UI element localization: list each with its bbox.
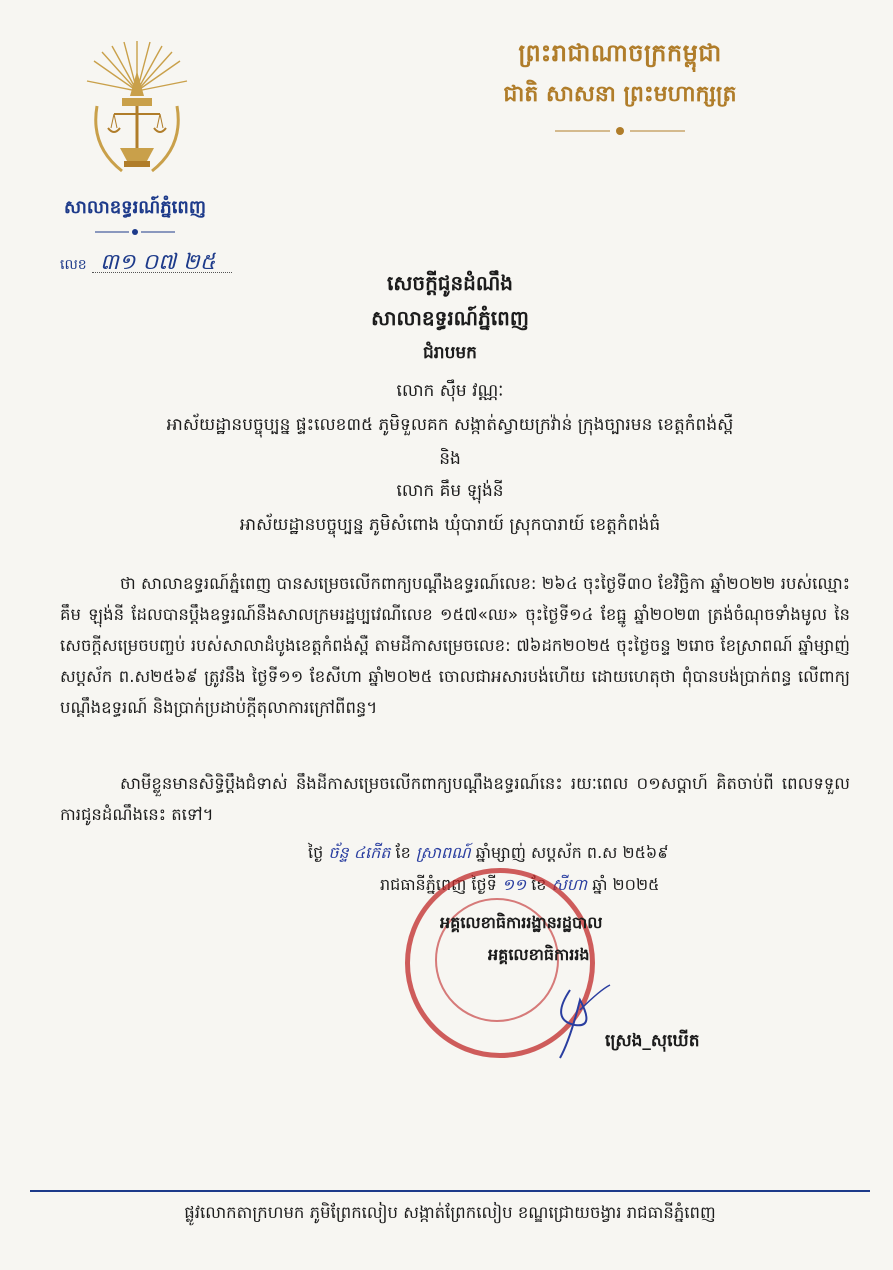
lunar-day-handwritten: ច័ន្ទ ៤កើត [328, 843, 391, 862]
recipient-2-address: អាស័យដ្ឋានបច្ចុប្បន្ន ភូមិសំពោង ឃុំបារាយ៍ ស្រុកបារាយ៍ ខេត្តកំពង់ធំ [239, 515, 661, 535]
body-paragraph-1: ថា សាលាឧទ្ធរណ៍ភ្នំពេញ បានសម្រេចលើកពាក្យបណ្ដឹងឧទ្ធរណ៍លេខ: ២៦៤ ចុះថ្ងៃទី៣០ ខែវិច្ឆិកា ឆ្នាំ២០២២ របស់ឈ្មោះ គឹម ឡុង់នី ដែលបានប្ដឹងឧទ្ធរណ៍នឹងសាលក្រមរដ្ឋប្បវេណីលេខ ១៥៧«ឈ» ចុះថ្ងៃទី១៤ ខែធ្នូ ឆ្នាំ២០២៣ ត្រង់ចំណុចទាំងមូល នៃសេចក្ដីសម្រេចបញ្ចប់ របស់សាលាដំបូងខេត្តកំពង់ស្ពឺ តាមដីកាសម្រេចលេខ: ៧៦ដក២០២៥ ចុះថ្ងៃចន្ទ ២រោច ខែស្រាពណ៍ ឆ្នាំម្សាញ់ សប្តស័ក ព.ស២៥៦៩ ត្រូវនឹង ថ្ងៃទី១១ ខែសីហា ឆ្នាំ២០២៥ ចោលជាអសារបង់ហើយ ដោយហេតុថា ពុំបានបង់ប្រាក់ពន្ធ លើពាក្យបណ្ដឹងឧទ្ធរណ៍ និងប្រាក់ប្រដាប់ក្ដីតុលាការក្រៅពីពន្ធ។ [60, 574, 850, 717]
reference-dotted-line [92, 272, 232, 273]
motto-ornament [555, 123, 685, 143]
footer-address: ផ្លូវលោកតាក្រហមក ភូមិព្រែកលៀប សង្កាត់ព្រែកលៀប ខណ្ឌជ្រោយចង្វារ រាជធានីភ្នំពេញ [184, 1203, 716, 1222]
court-emblem [82, 36, 192, 186]
lunar-date-line [308, 842, 848, 866]
conjunction: និង [439, 449, 461, 469]
national-motto: ជាតិ សាសនា ព្រះមហាក្សត្រ [503, 82, 737, 107]
reference-label: លេខ [60, 257, 87, 273]
kingdom-heading: ព្រះរាជាណាចក្រកម្ពុជា [518, 39, 722, 67]
year: ឆ្នាំ ២០២៥ [592, 875, 660, 894]
document-title: សេចក្ដីជូនដំណឹង [387, 271, 513, 295]
document-subtitle: សាលាឧទ្ធរណ៍ភ្នំពេញ [371, 306, 529, 330]
month-handwritten: សីហា [551, 875, 588, 894]
salutation: ជំរាបមក [423, 343, 477, 363]
day-handwritten: ១១ [501, 875, 527, 894]
lunar-year: ឆ្នាំម្សាញ់ សប្តស័ក ព.ស ២៥៦៩ [475, 843, 669, 862]
body-paragraph-2: សាមីខ្លួនមានសិទ្ធិប្ដឹងជំទាស់ នឹងដីកាសម្រេចលើកពាក្យបណ្ដឹងឧទ្ធរណ៍នេះ រយៈពេល ០១សប្តាហ៍ គិតចាប់ពី ពេលទទួលការជូនដំណឹងនេះ តទៅ។ [60, 774, 850, 824]
court-name: សាលាឧទ្ធរណ៍ភ្នំពេញ [64, 197, 206, 218]
month-label: ខែ [531, 875, 547, 894]
place-prefix: រាជធានីភ្នំពេញ ថ្ងៃទី [380, 875, 497, 894]
signatory-title-1: អគ្គលេខាធិការរង្ឋានរដ្ឋបាល [440, 913, 603, 932]
lunar-month-label: ខែ [395, 843, 411, 862]
signatory-name: ស្រេង_សុឃើត [605, 1031, 700, 1051]
recipient-2-name: លោក គឹម ឡុង់នី [396, 481, 504, 501]
recipient-1-name: លោក ស៊ឹម វណ្ណៈ [396, 381, 504, 401]
court-name-ornament [95, 222, 175, 241]
lunar-date-prefix: ថ្ងៃ [308, 843, 324, 862]
recipient-1-address: អាស័យដ្ឋានបច្ចុប្បន្ន ផ្ទះលេខ៣៥ ភូមិទួលគក សង្កាត់ស្វាយក្រវ៉ាន់ ក្រុងច្បារមន ខេត្តកំពង់ស្ពឺ [166, 415, 734, 435]
lunar-month-handwritten: ស្រាពណ៍ [415, 843, 471, 862]
footer-divider [30, 1190, 870, 1192]
signatory-title-2: អគ្គលេខាធិការរង [488, 945, 590, 964]
reference-number: ៣១ ០៧ ២៥ [100, 250, 216, 275]
